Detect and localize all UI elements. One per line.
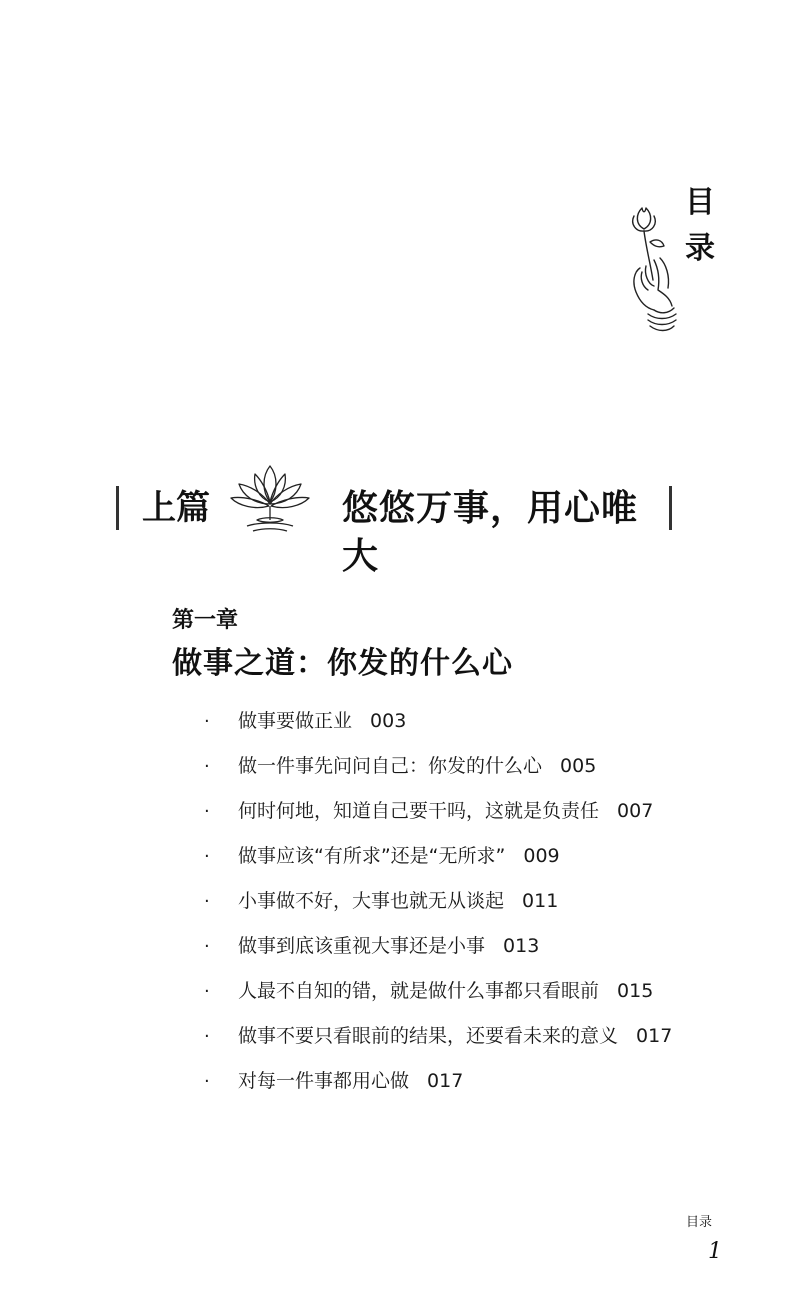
toc-entry-page: 015 (617, 980, 654, 1002)
toc-entry-title: 做事到底该重视大事还是小事 (238, 935, 486, 957)
toc-entry[interactable] (204, 838, 672, 883)
bullet-icon: · (204, 1071, 210, 1092)
toc-entry-page: 009 (523, 845, 560, 867)
toc-entry-title: 小事做不好，大事也就无从谈起 (238, 890, 505, 912)
toc-entry[interactable] (204, 1063, 672, 1108)
chapter-number: 第一章 (172, 607, 239, 633)
bullet-icon: · (204, 801, 210, 822)
toc-entry-page: 013 (503, 935, 540, 957)
toc-entry-page: 011 (522, 890, 559, 912)
toc-entry-page: 005 (560, 755, 597, 777)
part-heading-left-rule (116, 486, 119, 530)
bullet-icon: · (204, 936, 210, 957)
running-head: 目录 (686, 1215, 713, 1230)
page-number: 1 (708, 1239, 722, 1264)
toc-entry-title: 何时何地，知道自己要干吗，这就是负责任 (238, 800, 600, 822)
lotus-icon (229, 462, 311, 534)
bullet-icon: · (204, 846, 210, 867)
toc-header (620, 172, 730, 342)
toc-entry[interactable] (204, 928, 672, 973)
toc-entry[interactable] (204, 748, 672, 793)
toc-entry-title: 做一件事先问问自己：你发的什么心 (238, 755, 543, 777)
toc-entry[interactable] (204, 793, 672, 838)
chapter-title: 做事之道：你发的什么心 (172, 646, 513, 681)
bullet-icon: · (204, 981, 210, 1002)
toc-entry[interactable] (204, 973, 672, 1018)
toc-entry-title: 对每一件事都用心做 (238, 1070, 410, 1092)
toc-entry[interactable] (204, 883, 672, 928)
toc-entry-page: 017 (427, 1070, 464, 1092)
toc-entry-page: 003 (370, 710, 407, 732)
bullet-icon: · (204, 711, 210, 732)
toc-entry-title: 做事不要只看眼前的结果，还要看未来的意义 (238, 1025, 619, 1047)
toc-title (682, 180, 718, 272)
toc-entry-title: 做事应该“有所求”还是“无所求” (238, 845, 506, 867)
toc-title-char-2: 录 (685, 231, 715, 266)
bullet-icon: · (204, 891, 210, 912)
toc-title-char-1: 目 (685, 185, 715, 220)
toc-entry[interactable] (204, 1018, 672, 1063)
toc-entry-page: 017 (636, 1025, 673, 1047)
toc-entry-title: 人最不自知的错，就是做什么事都只看眼前 (238, 980, 600, 1002)
part-heading (116, 478, 672, 577)
part-heading-right-rule (669, 486, 672, 530)
toc-entries (204, 703, 672, 1108)
toc-entry-page: 007 (617, 800, 654, 822)
hand-lotus-icon (620, 202, 682, 337)
bullet-icon: · (204, 1026, 210, 1047)
toc-entry[interactable] (204, 703, 672, 748)
part-title: 悠悠万事，用心唯大 (342, 487, 639, 577)
bullet-icon: · (204, 756, 210, 777)
toc-entry-title: 做事要做正业 (238, 710, 353, 732)
part-label: 上篇 (142, 488, 210, 528)
